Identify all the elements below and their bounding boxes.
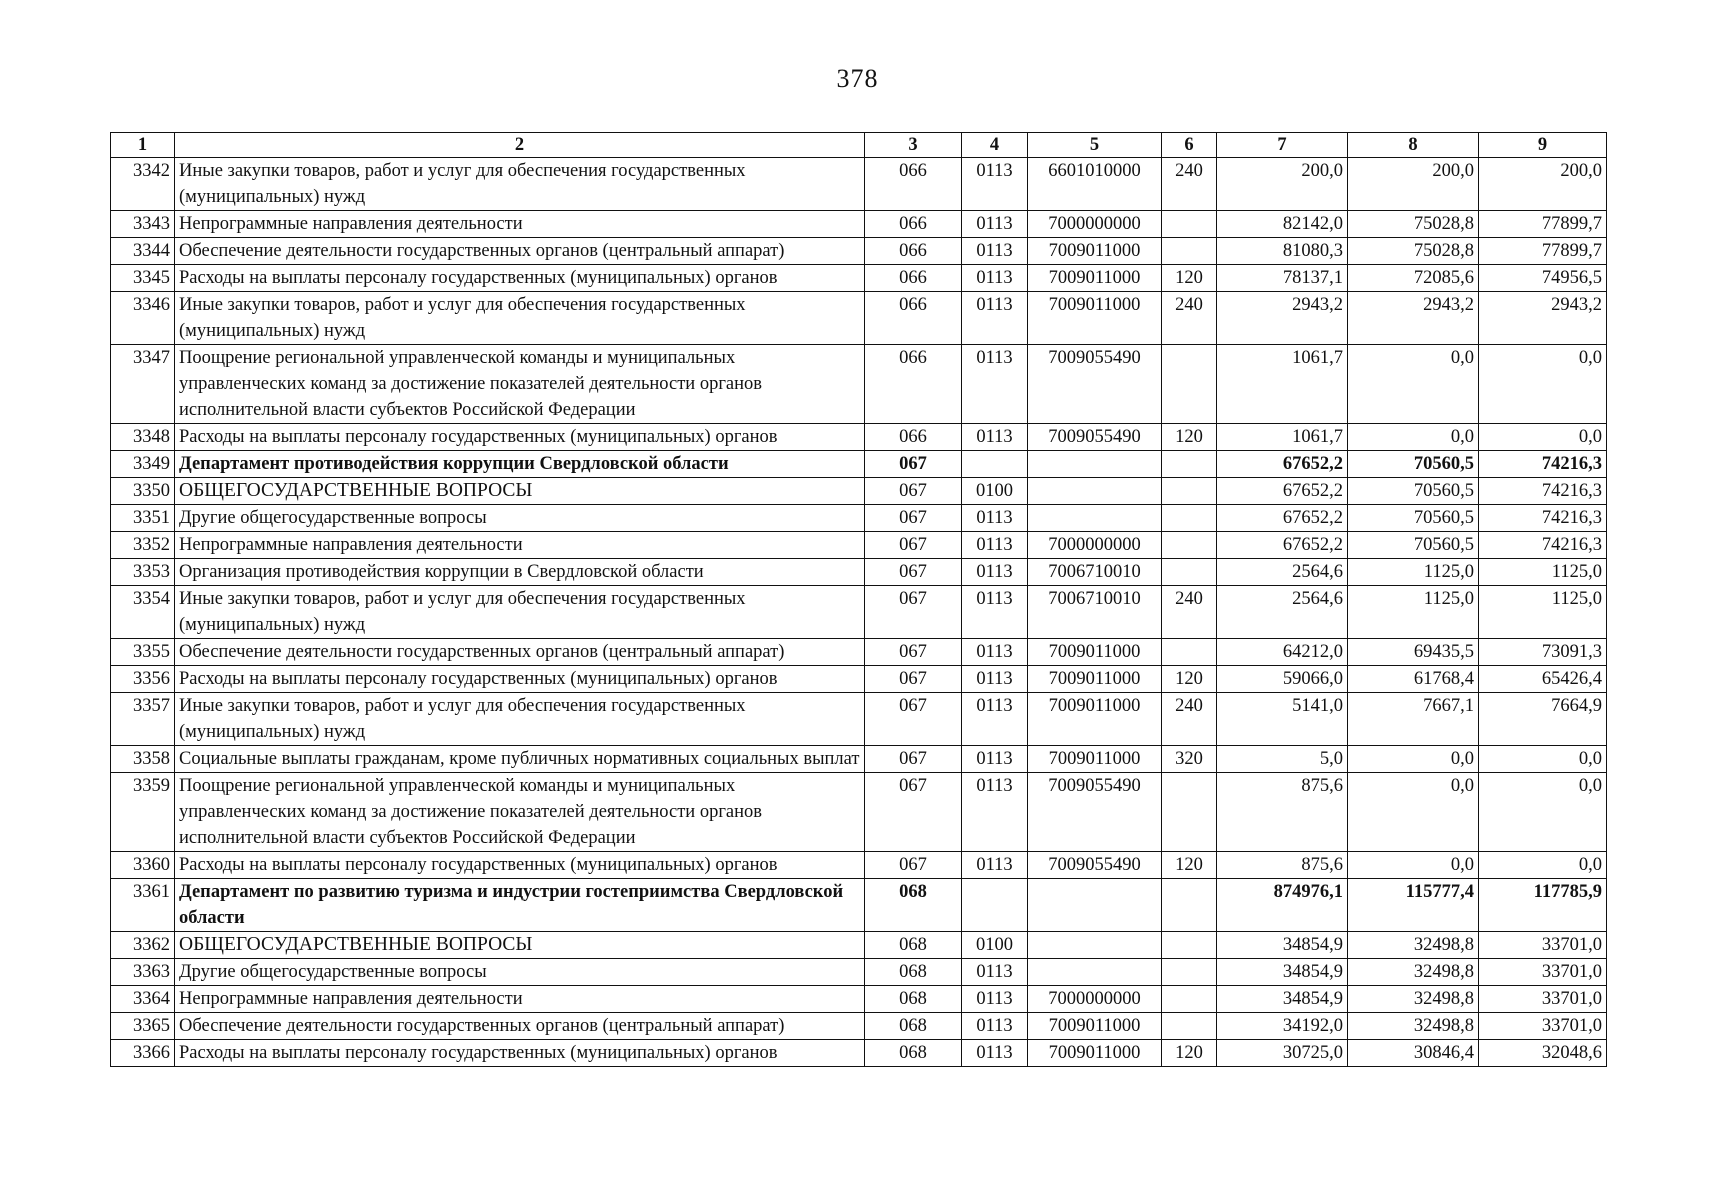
section-code-cell: 0100 xyxy=(962,932,1028,959)
section-code-cell: 0113 xyxy=(962,1040,1028,1067)
amount-col7-cell: 64212,0 xyxy=(1217,639,1348,666)
row-name-cell: Непрограммные направления деятельности xyxy=(175,532,865,559)
amount-col7-cell: 5,0 xyxy=(1217,746,1348,773)
section-code-cell: 0113 xyxy=(962,693,1028,746)
table-row xyxy=(111,559,1607,586)
table-row xyxy=(111,345,1607,424)
target-article-cell: 7009011000 xyxy=(1028,265,1162,292)
expense-type-cell xyxy=(1162,932,1217,959)
header-cell: 4 xyxy=(962,133,1028,158)
amount-col7-cell: 200,0 xyxy=(1217,158,1348,211)
section-code-cell: 0113 xyxy=(962,265,1028,292)
row-name-cell: Поощрение региональной управленческой команды и муниципальных управленческих команд за достижение показателей деятельности органов исполнительной власти субъектов Российской Федерации xyxy=(175,773,865,852)
amount-col7-cell: 34854,9 xyxy=(1217,986,1348,1013)
target-article-cell: 7006710010 xyxy=(1028,586,1162,639)
expense-type-cell: 120 xyxy=(1162,666,1217,693)
amount-col9-cell: 117785,9 xyxy=(1479,879,1607,932)
section-code-cell: 0113 xyxy=(962,639,1028,666)
section-code-cell: 0100 xyxy=(962,478,1028,505)
amount-col8-cell: 7667,1 xyxy=(1348,693,1479,746)
amount-col7-cell: 5141,0 xyxy=(1217,693,1348,746)
section-code-cell: 0113 xyxy=(962,959,1028,986)
header-cell: 3 xyxy=(865,133,962,158)
ministry-code-cell: 067 xyxy=(865,532,962,559)
section-code-cell: 0113 xyxy=(962,1013,1028,1040)
table-body xyxy=(111,158,1607,1067)
row-number-cell: 3365 xyxy=(111,1013,175,1040)
expense-type-cell xyxy=(1162,639,1217,666)
amount-col9-cell: 32048,6 xyxy=(1479,1040,1607,1067)
header-cell: 7 xyxy=(1217,133,1348,158)
ministry-code-cell: 068 xyxy=(865,932,962,959)
section-code-cell: 0113 xyxy=(962,559,1028,586)
row-number-cell: 3347 xyxy=(111,345,175,424)
amount-col9-cell: 0,0 xyxy=(1479,773,1607,852)
section-code-cell: 0113 xyxy=(962,852,1028,879)
row-number-cell: 3345 xyxy=(111,265,175,292)
amount-col8-cell: 1125,0 xyxy=(1348,586,1479,639)
amount-col9-cell: 0,0 xyxy=(1479,345,1607,424)
target-article-cell: 7000000000 xyxy=(1028,532,1162,559)
amount-col8-cell: 0,0 xyxy=(1348,424,1479,451)
table-row xyxy=(111,265,1607,292)
ministry-code-cell: 067 xyxy=(865,505,962,532)
expense-type-cell: 120 xyxy=(1162,265,1217,292)
row-number-cell: 3350 xyxy=(111,478,175,505)
header-cell: 5 xyxy=(1028,133,1162,158)
ministry-code-cell: 067 xyxy=(865,586,962,639)
amount-col8-cell: 61768,4 xyxy=(1348,666,1479,693)
row-name-cell: Непрограммные направления деятельности xyxy=(175,211,865,238)
row-number-cell: 3366 xyxy=(111,1040,175,1067)
amount-col8-cell: 0,0 xyxy=(1348,852,1479,879)
amount-col7-cell: 67652,2 xyxy=(1217,451,1348,478)
section-code-cell: 0113 xyxy=(962,746,1028,773)
table-row xyxy=(111,505,1607,532)
target-article-cell: 7006710010 xyxy=(1028,559,1162,586)
amount-col8-cell: 75028,8 xyxy=(1348,211,1479,238)
expense-type-cell xyxy=(1162,211,1217,238)
row-number-cell: 3357 xyxy=(111,693,175,746)
row-number-cell: 3348 xyxy=(111,424,175,451)
section-code-cell xyxy=(962,879,1028,932)
row-name-cell: ОБЩЕГОСУДАРСТВЕННЫЕ ВОПРОСЫ xyxy=(175,932,865,959)
header-row xyxy=(111,133,1607,158)
amount-col7-cell: 67652,2 xyxy=(1217,478,1348,505)
row-number-cell: 3344 xyxy=(111,238,175,265)
target-article-cell xyxy=(1028,959,1162,986)
table-row xyxy=(111,639,1607,666)
row-number-cell: 3356 xyxy=(111,666,175,693)
row-name-cell: Организация противодействия коррупции в Свердловской области xyxy=(175,559,865,586)
row-number-cell: 3351 xyxy=(111,505,175,532)
row-name-cell: Непрограммные направления деятельности xyxy=(175,986,865,1013)
expense-type-cell xyxy=(1162,559,1217,586)
target-article-cell: 7009011000 xyxy=(1028,238,1162,265)
amount-col8-cell: 0,0 xyxy=(1348,345,1479,424)
section-code-cell: 0113 xyxy=(962,211,1028,238)
amount-col9-cell: 200,0 xyxy=(1479,158,1607,211)
amount-col9-cell: 77899,7 xyxy=(1479,211,1607,238)
row-name-cell: Департамент противодействия коррупции Свердловской области xyxy=(175,451,865,478)
row-name-cell: Обеспечение деятельности государственных органов (центральный аппарат) xyxy=(175,639,865,666)
header-cell: 6 xyxy=(1162,133,1217,158)
amount-col9-cell: 2943,2 xyxy=(1479,292,1607,345)
target-article-cell: 7009011000 xyxy=(1028,666,1162,693)
amount-col7-cell: 1061,7 xyxy=(1217,424,1348,451)
amount-col8-cell: 1125,0 xyxy=(1348,559,1479,586)
target-article-cell xyxy=(1028,478,1162,505)
amount-col7-cell: 67652,2 xyxy=(1217,532,1348,559)
expense-type-cell: 240 xyxy=(1162,693,1217,746)
table-row xyxy=(111,478,1607,505)
section-code-cell: 0113 xyxy=(962,505,1028,532)
expense-type-cell xyxy=(1162,238,1217,265)
ministry-code-cell: 067 xyxy=(865,773,962,852)
expense-type-cell xyxy=(1162,959,1217,986)
row-number-cell: 3359 xyxy=(111,773,175,852)
amount-col9-cell: 65426,4 xyxy=(1479,666,1607,693)
amount-col8-cell: 75028,8 xyxy=(1348,238,1479,265)
table-row xyxy=(111,666,1607,693)
amount-col7-cell: 30725,0 xyxy=(1217,1040,1348,1067)
amount-col8-cell: 115777,4 xyxy=(1348,879,1479,932)
target-article-cell xyxy=(1028,879,1162,932)
target-article-cell xyxy=(1028,451,1162,478)
amount-col8-cell: 32498,8 xyxy=(1348,1013,1479,1040)
section-code-cell: 0113 xyxy=(962,773,1028,852)
amount-col7-cell: 81080,3 xyxy=(1217,238,1348,265)
target-article-cell: 7009055490 xyxy=(1028,773,1162,852)
ministry-code-cell: 067 xyxy=(865,666,962,693)
table-row xyxy=(111,693,1607,746)
row-name-cell: Обеспечение деятельности государственных органов (центральный аппарат) xyxy=(175,238,865,265)
budget-table xyxy=(110,132,1607,1067)
amount-col9-cell: 1125,0 xyxy=(1479,559,1607,586)
amount-col8-cell: 30846,4 xyxy=(1348,1040,1479,1067)
amount-col9-cell: 33701,0 xyxy=(1479,1013,1607,1040)
amount-col8-cell: 32498,8 xyxy=(1348,959,1479,986)
row-number-cell: 3361 xyxy=(111,879,175,932)
row-number-cell: 3355 xyxy=(111,639,175,666)
amount-col9-cell: 1125,0 xyxy=(1479,586,1607,639)
row-number-cell: 3353 xyxy=(111,559,175,586)
row-name-cell: Расходы на выплаты персоналу государственных (муниципальных) органов xyxy=(175,1040,865,1067)
amount-col7-cell: 875,6 xyxy=(1217,852,1348,879)
amount-col7-cell: 59066,0 xyxy=(1217,666,1348,693)
ministry-code-cell: 068 xyxy=(865,986,962,1013)
ministry-code-cell: 068 xyxy=(865,1013,962,1040)
amount-col8-cell: 70560,5 xyxy=(1348,505,1479,532)
section-code-cell: 0113 xyxy=(962,345,1028,424)
amount-col9-cell: 0,0 xyxy=(1479,852,1607,879)
amount-col9-cell: 74216,3 xyxy=(1479,451,1607,478)
ministry-code-cell: 068 xyxy=(865,959,962,986)
row-number-cell: 3346 xyxy=(111,292,175,345)
row-name-cell: Поощрение региональной управленческой команды и муниципальных управленческих команд за достижение показателей деятельности органов исполнительной власти субъектов Российской Федерации xyxy=(175,345,865,424)
row-name-cell: Расходы на выплаты персоналу государственных (муниципальных) органов xyxy=(175,265,865,292)
row-name-cell: Иные закупки товаров, работ и услуг для обеспечения государственных (муниципальных) нужд xyxy=(175,292,865,345)
amount-col9-cell: 33701,0 xyxy=(1479,932,1607,959)
header-cell: 9 xyxy=(1479,133,1607,158)
ministry-code-cell: 066 xyxy=(865,158,962,211)
target-article-cell: 7009011000 xyxy=(1028,1040,1162,1067)
header-cell: 2 xyxy=(175,133,865,158)
row-number-cell: 3352 xyxy=(111,532,175,559)
header-cell: 8 xyxy=(1348,133,1479,158)
row-name-cell: ОБЩЕГОСУДАРСТВЕННЫЕ ВОПРОСЫ xyxy=(175,478,865,505)
row-number-cell: 3362 xyxy=(111,932,175,959)
ministry-code-cell: 067 xyxy=(865,693,962,746)
table-row xyxy=(111,158,1607,211)
row-name-cell: Иные закупки товаров, работ и услуг для обеспечения государственных (муниципальных) нужд xyxy=(175,693,865,746)
table-row xyxy=(111,773,1607,852)
expense-type-cell: 120 xyxy=(1162,1040,1217,1067)
table-row xyxy=(111,852,1607,879)
expense-type-cell: 240 xyxy=(1162,586,1217,639)
amount-col9-cell: 74216,3 xyxy=(1479,478,1607,505)
table-row xyxy=(111,746,1607,773)
section-code-cell: 0113 xyxy=(962,238,1028,265)
amount-col8-cell: 32498,8 xyxy=(1348,986,1479,1013)
target-article-cell: 7009055490 xyxy=(1028,345,1162,424)
amount-col9-cell: 73091,3 xyxy=(1479,639,1607,666)
amount-col7-cell: 2943,2 xyxy=(1217,292,1348,345)
amount-col7-cell: 34854,9 xyxy=(1217,932,1348,959)
amount-col9-cell: 33701,0 xyxy=(1479,959,1607,986)
amount-col7-cell: 2564,6 xyxy=(1217,586,1348,639)
amount-col7-cell: 34854,9 xyxy=(1217,959,1348,986)
amount-col7-cell: 2564,6 xyxy=(1217,559,1348,586)
amount-col7-cell: 875,6 xyxy=(1217,773,1348,852)
row-number-cell: 3358 xyxy=(111,746,175,773)
ministry-code-cell: 066 xyxy=(865,345,962,424)
expense-type-cell: 120 xyxy=(1162,852,1217,879)
ministry-code-cell: 066 xyxy=(865,211,962,238)
row-number-cell: 3342 xyxy=(111,158,175,211)
section-code-cell: 0113 xyxy=(962,586,1028,639)
expense-type-cell: 240 xyxy=(1162,292,1217,345)
ministry-code-cell: 066 xyxy=(865,292,962,345)
section-code-cell: 0113 xyxy=(962,532,1028,559)
expense-type-cell xyxy=(1162,879,1217,932)
target-article-cell: 7009011000 xyxy=(1028,292,1162,345)
table-row xyxy=(111,292,1607,345)
row-name-cell: Расходы на выплаты персоналу государственных (муниципальных) органов xyxy=(175,424,865,451)
ministry-code-cell: 067 xyxy=(865,559,962,586)
amount-col9-cell: 7664,9 xyxy=(1479,693,1607,746)
section-code-cell: 0113 xyxy=(962,424,1028,451)
row-name-cell: Социальные выплаты гражданам, кроме публичных нормативных социальных выплат xyxy=(175,746,865,773)
amount-col8-cell: 70560,5 xyxy=(1348,451,1479,478)
ministry-code-cell: 068 xyxy=(865,1040,962,1067)
target-article-cell xyxy=(1028,505,1162,532)
amount-col8-cell: 0,0 xyxy=(1348,746,1479,773)
expense-type-cell xyxy=(1162,505,1217,532)
target-article-cell: 7009011000 xyxy=(1028,1013,1162,1040)
target-article-cell xyxy=(1028,932,1162,959)
target-article-cell: 7009055490 xyxy=(1028,424,1162,451)
target-article-cell: 7000000000 xyxy=(1028,211,1162,238)
row-name-cell: Другие общегосударственные вопросы xyxy=(175,959,865,986)
ministry-code-cell: 067 xyxy=(865,451,962,478)
target-article-cell: 7009055490 xyxy=(1028,852,1162,879)
amount-col8-cell: 32498,8 xyxy=(1348,932,1479,959)
target-article-cell: 7009011000 xyxy=(1028,693,1162,746)
section-code-cell: 0113 xyxy=(962,158,1028,211)
amount-col8-cell: 70560,5 xyxy=(1348,532,1479,559)
expense-type-cell xyxy=(1162,345,1217,424)
amount-col9-cell: 74216,3 xyxy=(1479,505,1607,532)
table-row xyxy=(111,211,1607,238)
amount-col8-cell: 72085,6 xyxy=(1348,265,1479,292)
row-name-cell: Иные закупки товаров, работ и услуг для обеспечения государственных (муниципальных) нужд xyxy=(175,158,865,211)
row-number-cell: 3364 xyxy=(111,986,175,1013)
row-name-cell: Расходы на выплаты персоналу государственных (муниципальных) органов xyxy=(175,666,865,693)
target-article-cell: 6601010000 xyxy=(1028,158,1162,211)
expense-type-cell: 240 xyxy=(1162,158,1217,211)
ministry-code-cell: 067 xyxy=(865,478,962,505)
ministry-code-cell: 066 xyxy=(865,424,962,451)
amount-col7-cell: 874976,1 xyxy=(1217,879,1348,932)
row-number-cell: 3349 xyxy=(111,451,175,478)
amount-col9-cell: 33701,0 xyxy=(1479,986,1607,1013)
amount-col9-cell: 74216,3 xyxy=(1479,532,1607,559)
row-number-cell: 3360 xyxy=(111,852,175,879)
row-number-cell: 3363 xyxy=(111,959,175,986)
section-code-cell: 0113 xyxy=(962,986,1028,1013)
amount-col8-cell: 70560,5 xyxy=(1348,478,1479,505)
amount-col8-cell: 200,0 xyxy=(1348,158,1479,211)
section-code-cell: 0113 xyxy=(962,292,1028,345)
target-article-cell: 7000000000 xyxy=(1028,986,1162,1013)
row-name-cell: Расходы на выплаты персоналу государственных (муниципальных) органов xyxy=(175,852,865,879)
expense-type-cell xyxy=(1162,1013,1217,1040)
expense-type-cell xyxy=(1162,451,1217,478)
section-code-cell xyxy=(962,451,1028,478)
table-row xyxy=(111,451,1607,478)
table-row xyxy=(111,424,1607,451)
table-row xyxy=(111,532,1607,559)
table-row xyxy=(111,959,1607,986)
amount-col8-cell: 0,0 xyxy=(1348,773,1479,852)
amount-col8-cell: 69435,5 xyxy=(1348,639,1479,666)
amount-col7-cell: 34192,0 xyxy=(1217,1013,1348,1040)
row-name-cell: Департамент по развитию туризма и индустрии гостеприимства Свердловской области xyxy=(175,879,865,932)
amount-col9-cell: 0,0 xyxy=(1479,424,1607,451)
table-row xyxy=(111,879,1607,932)
table-row xyxy=(111,238,1607,265)
amount-col9-cell: 77899,7 xyxy=(1479,238,1607,265)
expense-type-cell xyxy=(1162,986,1217,1013)
target-article-cell: 7009011000 xyxy=(1028,746,1162,773)
amount-col7-cell: 67652,2 xyxy=(1217,505,1348,532)
table-row xyxy=(111,1013,1607,1040)
expense-type-cell: 120 xyxy=(1162,424,1217,451)
target-article-cell: 7009011000 xyxy=(1028,639,1162,666)
ministry-code-cell: 066 xyxy=(865,265,962,292)
amount-col7-cell: 82142,0 xyxy=(1217,211,1348,238)
section-code-cell: 0113 xyxy=(962,666,1028,693)
ministry-code-cell: 067 xyxy=(865,746,962,773)
ministry-code-cell: 068 xyxy=(865,879,962,932)
row-number-cell: 3354 xyxy=(111,586,175,639)
amount-col7-cell: 78137,1 xyxy=(1217,265,1348,292)
table-row xyxy=(111,932,1607,959)
page-number: 378 xyxy=(836,64,879,93)
expense-type-cell xyxy=(1162,773,1217,852)
ministry-code-cell: 066 xyxy=(865,238,962,265)
expense-type-cell xyxy=(1162,532,1217,559)
header-cell: 1 xyxy=(111,133,175,158)
table-row xyxy=(111,986,1607,1013)
amount-col9-cell: 0,0 xyxy=(1479,746,1607,773)
row-number-cell: 3343 xyxy=(111,211,175,238)
table-row xyxy=(111,1040,1607,1067)
ministry-code-cell: 067 xyxy=(865,639,962,666)
ministry-code-cell: 067 xyxy=(865,852,962,879)
row-name-cell: Обеспечение деятельности государственных органов (центральный аппарат) xyxy=(175,1013,865,1040)
amount-col7-cell: 1061,7 xyxy=(1217,345,1348,424)
amount-col8-cell: 2943,2 xyxy=(1348,292,1479,345)
expense-type-cell xyxy=(1162,478,1217,505)
table-row xyxy=(111,586,1607,639)
expense-type-cell: 320 xyxy=(1162,746,1217,773)
row-name-cell: Другие общегосударственные вопросы xyxy=(175,505,865,532)
amount-col9-cell: 74956,5 xyxy=(1479,265,1607,292)
row-name-cell: Иные закупки товаров, работ и услуг для обеспечения государственных (муниципальных) нужд xyxy=(175,586,865,639)
